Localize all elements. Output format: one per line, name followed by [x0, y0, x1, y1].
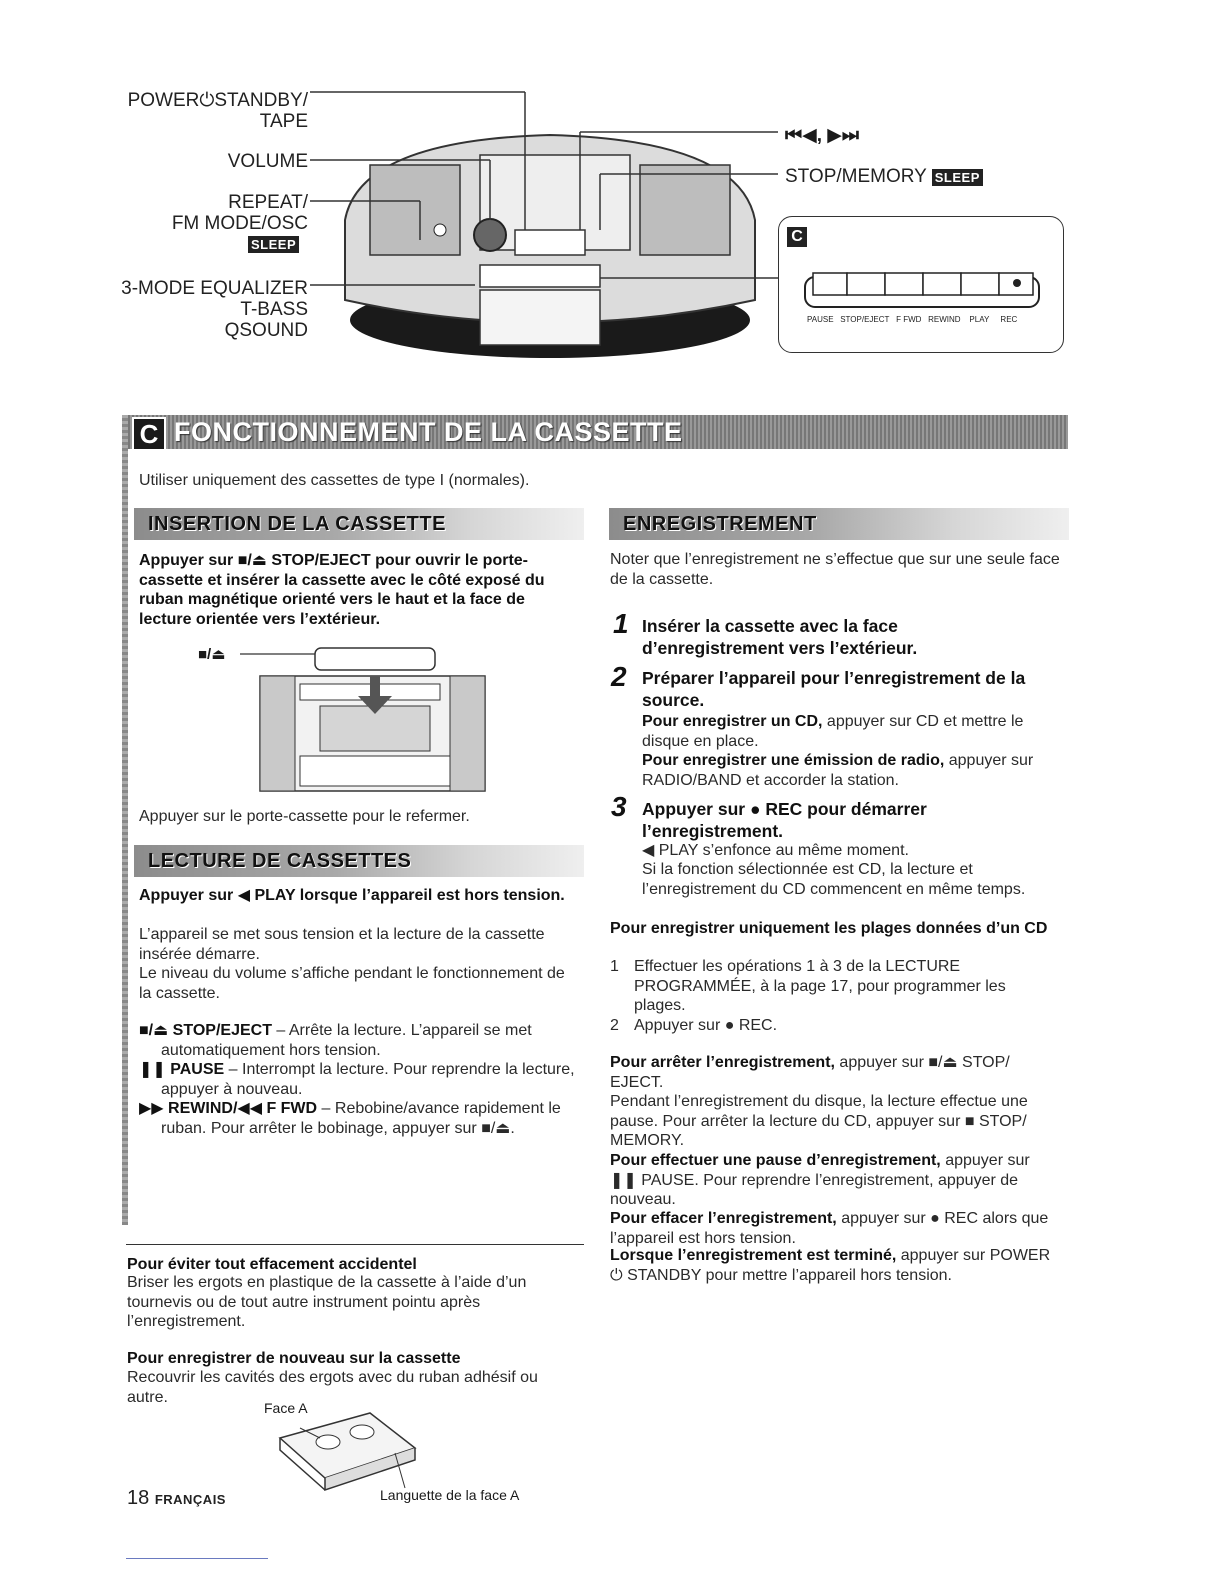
protect-title-2: Pour enregistrer de nouveau sur la cassette	[127, 1350, 461, 1367]
step-1-title: Insérer la cassette avec la face d’enregistrement vers l’extérieur.	[642, 616, 918, 658]
label-fm-mode: FM MODE/OSC	[171, 213, 308, 234]
pause-recording: Pour effectuer une pause d’enregistrement, appuyer sur ❚❚ PAUSE. Pour reprendre l’enregistrement, appuyer de nouveau.	[610, 1152, 1030, 1208]
enreg-intro: Noter que l’enregistrement ne s’effectue que sur une seule face de la cassette.	[610, 551, 1060, 588]
cassette-insertion-illustration	[230, 636, 510, 796]
enregistrement-heading: ENREGISTREMENT	[609, 508, 1069, 540]
end-recording: Lorsque l’enregistrement est terminé, appuyer sur POWER ⏻ STANDBY pour mettre l’appareil hors tension.	[610, 1247, 1051, 1284]
step-1-number: 1	[613, 608, 629, 639]
step-2-cd: Pour enregistrer un CD, appuyer sur CD et mettre le disque en place.	[642, 713, 1024, 750]
insertion-heading: INSERTION DE LA CASSETTE	[134, 508, 584, 540]
cassette-controls-inset	[778, 216, 1064, 353]
list-item: 1 Effectuer les opérations 1 à 3 de la LECTURE PROGRAMMÉE, à la page 17, pour programmer les plages.	[610, 958, 1006, 1014]
page-footer	[127, 1487, 226, 1510]
sleep-badge-left: SLEEP	[248, 236, 299, 254]
lecture-p1: L’appareil se met sous tension et la lecture de la cassette insérée démarre.	[139, 926, 545, 963]
label-equalizer: 3-MODE EQUALIZER	[121, 278, 308, 299]
lecture-instruction: Appuyer sur ◀ PLAY lorsque l’appareil est hors tension.	[139, 887, 565, 904]
step-3-title: Appuyer sur ● REC pour démarrer l’enregistrement.	[642, 799, 927, 841]
protect-title-1: Pour éviter tout effacement accidentel	[127, 1256, 417, 1273]
label-stop-memory: STOP/MEMORY SLEEP	[785, 166, 983, 188]
page-language: FRANÇAIS	[154, 1492, 226, 1507]
cassette-buttons-icon	[803, 269, 1043, 311]
lecture-p2: Le niveau du volume s’affiche pendant le fonctionnement de la cassette.	[139, 965, 565, 1002]
divider	[126, 1244, 584, 1245]
protect-text-1: Briser les ergots en plastique de la cassette à l’aide d’un tournevis ou de tout autre instrument pointu après l’enregistrement.	[127, 1274, 527, 1330]
step-3-number: 3	[611, 791, 627, 822]
section-side-bar	[122, 415, 128, 1225]
cd-tracks-list	[610, 957, 1050, 1035]
close-note: Appuyer sur le porte-cassette pour le refermer.	[139, 808, 470, 825]
boombox-illustration	[300, 80, 780, 380]
insertion-instruction: Appuyer sur ■/⏏ STOP/EJECT pour ouvrir le porte-cassette et insérer la cassette avec le côté exposé du ruban magnétique orienté vers le haut et la face de lecture orientée vers l’extérieur.	[139, 552, 545, 628]
protect-text-2: Recouvrir les cavités des ergots avec du ruban adhésif ou autre.	[127, 1369, 538, 1406]
label-tape: TAPE	[259, 111, 308, 132]
erase-recording: Pour effacer l’enregistrement, appuyer sur ● REC alors que l’appareil est hors tension.	[610, 1210, 1049, 1247]
label-volume: VOLUME	[227, 151, 308, 172]
lecture-operations	[139, 1021, 584, 1138]
intro-text: Utiliser uniquement des cassettes de type I (normales).	[139, 472, 530, 489]
step-2-title: Préparer l’appareil pour l’enregistrement de la source.	[642, 668, 1026, 710]
footer-rule	[126, 1558, 268, 1559]
label-qsound: QSOUND	[224, 320, 308, 341]
op-stop-eject: ■/⏏ STOP/EJECT – Arrête la lecture. L’appareil se met automatiquement hors tension.	[139, 1022, 532, 1059]
section-letter: C	[132, 417, 166, 451]
step-2-radio: Pour enregistrer une émission de radio, appuyer sur RADIO/BAND et accorder la station.	[642, 752, 1034, 789]
step-2-number: 2	[611, 661, 627, 692]
step-3-line1: ◀ PLAY s’enfonce au même moment.	[642, 842, 909, 859]
page-title: FONCTIONNEMENT DE LA CASSETTE	[174, 417, 683, 447]
list-item: 2 Appuyer sur ● REC.	[610, 1016, 778, 1034]
label-skip: ⏮◀, ▶⏭	[785, 125, 859, 146]
cd-tracks-title: Pour enregistrer uniquement les plages données d’un CD	[610, 920, 1048, 937]
inset-letter: C	[787, 227, 807, 247]
op-pause: ❚❚ PAUSE – Interrompt la lecture. Pour reprendre la lecture, appuyer à nouveau.	[139, 1061, 575, 1098]
stop-recording-note: Pendant l’enregistrement du disque, la lecture effectue une pause. Pour arrêter la lecture du CD, appuyer sur ■ STOP/ MEMORY.	[610, 1093, 1028, 1149]
lecture-heading: LECTURE DE CASSETTES	[134, 845, 584, 877]
eject-label: ■/⏏	[198, 646, 226, 663]
stop-recording: Pour arrêter l’enregistrement, appuyer sur ■/⏏ STOP/ EJECT.	[610, 1054, 1010, 1091]
step-3-line2: Si la fonction sélectionnée est CD, la lecture et l’enregistrement du CD commencent en même temps.	[642, 861, 1026, 898]
label-repeat: REPEAT/	[228, 192, 308, 213]
op-rewind-ffwd: ▶▶ REWIND/◀◀ F FWD – Rebobine/avance rapidement le ruban. Pour arrêter le bobinage, appuyer sur ■/⏏.	[139, 1100, 561, 1137]
section-title-bar	[128, 415, 1068, 449]
face-a-label: Face A	[264, 1400, 308, 1416]
label-power-standby: POWER⏻STANDBY/	[127, 90, 308, 111]
inset-button-labels: PAUSE STOP/EJECT F FWD REWIND PLAY REC	[807, 315, 1018, 324]
tab-label: Languette de la face A	[380, 1487, 520, 1503]
label-tbass: T-BASS	[240, 299, 308, 320]
page-number: 18	[127, 1487, 150, 1509]
